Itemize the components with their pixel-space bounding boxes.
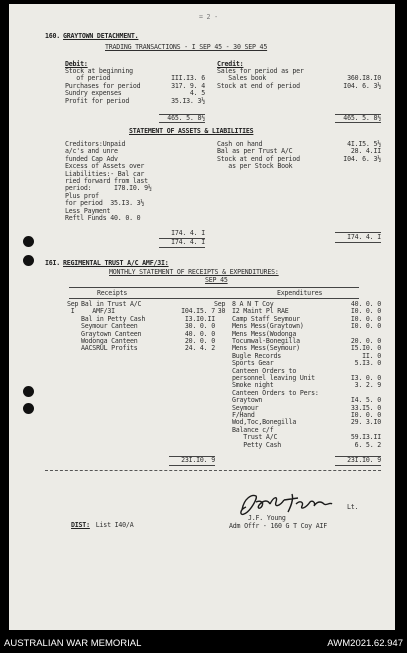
assets-amount: 4I.I5. 5½ (347, 140, 381, 148)
expenditures-amount: I0. 0. 0 (350, 322, 381, 331)
binder-hole (23, 236, 34, 247)
receipts-line: AMF/3I (81, 307, 115, 316)
credit-amount: 360.I8.I0 (347, 74, 381, 83)
debit-total: 465. 5. 8½ (167, 114, 205, 122)
debit-line: Purchases for period (65, 81, 141, 90)
liabilities-line: Excess of Assets over (65, 162, 145, 171)
expenditures-amount: I0. 0. 0 (350, 411, 381, 419)
credit-line: Sales for period as per (217, 67, 304, 75)
expenditures-line: F/Hand (232, 411, 255, 419)
trust-heading: MONTHLY STATEMENT OF RECEIPTS & EXPENDITURES: (109, 268, 279, 276)
liabilities-line: period: I78.I0. 9½ (65, 184, 152, 193)
credit-line: Stock at end of period (217, 81, 300, 90)
debit-amount: 4. 5 (189, 89, 205, 98)
expenditures-line: Camp Staff Seymour (232, 314, 300, 323)
liabilities-amount: I74. 4. I (171, 229, 205, 237)
expenditures-total-double-rule (335, 465, 381, 466)
expenditures-line: Sports Gear (232, 359, 274, 368)
receipts-column-header: Receipts (97, 289, 128, 297)
debit-line: Profit for period (65, 96, 130, 105)
binder-hole (23, 386, 34, 397)
credit-label: Credit: (217, 60, 244, 68)
binder-hole (23, 403, 34, 414)
debit-amount: 35.I3. 3½ (171, 96, 205, 105)
expenditures-amount: I5.I0. 0 (350, 344, 381, 353)
credit-total: 465. 5. 8½ (343, 114, 381, 122)
signatory-title: Adm Offr - 160 G T Coy AIF (229, 522, 328, 530)
liabilities-line: Plus prof (65, 191, 99, 200)
assets-line: Stock at end of period (217, 154, 300, 163)
expenditures-total: 23I.I0. 9 (347, 456, 381, 464)
expenditures-line: I2 Maint Pl RAE (232, 307, 289, 316)
expenditures-line: Mens Mess(Wodonga (232, 329, 297, 338)
table-top-rule (69, 287, 359, 288)
debit-line: Sundry expenses (65, 89, 122, 98)
expenditures-line: Mens Mess(Seymour) (232, 344, 300, 353)
expenditures-amount: I4. 5. 0 (350, 396, 381, 405)
credit-line: Sales book (217, 74, 267, 83)
footer-source: AUSTRALIAN WAR MEMORIAL (4, 638, 142, 649)
section-end-rule (45, 470, 381, 471)
expenditures-amount: 6. 5. 2 (354, 440, 381, 449)
debit-line: of period (65, 74, 111, 83)
footer-accession-number: AWM2021.62.947 (327, 638, 403, 649)
expenditures-amount: I0. 0. 0 (350, 307, 381, 316)
binder-hole (23, 255, 34, 266)
expenditures-line: Graytown (232, 396, 263, 405)
expenditures-line: Trust A/C (232, 433, 278, 442)
assets-line: as per Stock Book (217, 162, 293, 171)
liabilities-line: ried forward from last (65, 177, 148, 185)
footer-bar (0, 632, 407, 652)
distribution-label: DIST: (71, 521, 90, 529)
assets-amount: I04. 6. 3½ (343, 154, 381, 163)
expenditures-line: personnel leaving Unit (232, 374, 315, 382)
trading-heading: TRADING TRANSACTIONS - I SEP 45 - 30 SEP 45 (105, 43, 268, 51)
assets-heading: STATEMENT OF ASSETS & LIABILITIES (129, 127, 254, 135)
expenditures-amount: 33.I5. 0 (350, 403, 381, 412)
expenditures-amount: 40. 0. 0 (350, 300, 381, 308)
debit-total-rule (159, 114, 205, 115)
liabilities-line: Creditors:Unpaid (65, 140, 126, 148)
expenditures-line: Smoke night (232, 381, 274, 390)
expenditures-line: Wod,Toc,Bonegilla (232, 418, 297, 427)
document-page (9, 4, 395, 630)
expenditures-amount: 29. 3.I0 (350, 418, 381, 427)
expenditures-line: Petty Cash (232, 440, 282, 449)
assets-total-rule (335, 242, 381, 243)
liabilities-line: Reftl Funds 40. 0. 0 (65, 214, 141, 222)
assets-amount: 28. 4.II (350, 147, 381, 156)
receipts-line: Bal in Petty Cash (81, 314, 146, 323)
receipts-amount: 24. 4. 2 (184, 344, 215, 353)
expenditures-amount: 5.I3. 0 (354, 359, 381, 368)
distribution-text: List I40/A (92, 521, 134, 529)
assets-line: Bal as per Trust A/C (217, 147, 293, 156)
receipts-amount: 20. 0. 0 (184, 337, 215, 345)
expenditures-line: Canteen Orders to Pers: (232, 388, 319, 397)
liabilities-line: funded Cap Adv (65, 154, 118, 163)
expenditures-line: Bugle Records (232, 351, 282, 360)
liabilities-line: for period 35.I3. 3½ (65, 199, 145, 208)
expenditures-amount: 3. 2. 9 (354, 381, 381, 390)
receipts-total: 23I.I0. 9 (181, 456, 215, 464)
assets-total: I74. 4. I (347, 233, 381, 241)
receipts-amount: I3.I0.II (184, 314, 215, 323)
liabilities-line: a/c's and unre (65, 147, 118, 156)
debit-total-double-rule (159, 122, 205, 123)
expenditures-line: Mens Mess(Graytown) (232, 322, 304, 331)
table-header-rule (69, 298, 359, 299)
liabilities-line: Less Payment (65, 206, 111, 215)
receipts-total-double-rule (169, 465, 215, 466)
trust-section-number: I6I. (45, 259, 61, 267)
page-number: = 2 - (199, 13, 218, 21)
signatory-rank: Lt. (347, 503, 359, 511)
expenditures-amount: I3. 0. 0 (350, 374, 381, 382)
expenditures-date: Sep 30 (214, 300, 226, 316)
expenditures-column-header: Expenditures (277, 289, 323, 297)
expenditures-amount: II. 0 (362, 351, 381, 360)
liabilities-total-rule (159, 247, 205, 248)
debit-label: Debit: (65, 60, 88, 68)
expenditures-line: Balance c/f (232, 425, 274, 434)
credit-total-rule (335, 114, 381, 115)
expenditures-line: Tocumwal-Bonegilla (232, 337, 300, 345)
receipts-amount: I04.I5. 7 (181, 307, 215, 316)
liabilities-total: I74. 4. I (171, 238, 205, 246)
debit-amount: III.I3. 6 (171, 74, 205, 83)
credit-amount: I04. 6. 3½ (343, 81, 381, 90)
receipts-line: Bal in Trust A/C (81, 300, 142, 308)
signatory-name: J.F. Young (248, 514, 286, 522)
receipts-line: Graytown Canteen (81, 329, 142, 338)
section-number: 160. (45, 32, 61, 40)
credit-total-double-rule (335, 122, 381, 123)
expenditures-amount: 59.I3.II (350, 433, 381, 442)
expenditures-amount: 20. 0. 0 (350, 337, 381, 345)
expenditures-amount: I0. 0. 0 (350, 314, 381, 323)
trust-month: SEP 45 (205, 276, 228, 284)
receipts-line: Seymour Canteen (81, 322, 138, 331)
debit-line: Stock at beginning (65, 67, 133, 75)
section-title: GRAYTOWN DETACHMENT. (63, 32, 139, 40)
assets-line: Cash on hand (217, 140, 263, 148)
liabilities-line: Liabilities:- Bal car (65, 169, 145, 178)
trust-title: REGIMENTAL TRUST A/C AMF/3I: (63, 259, 169, 267)
receipts-amount: 30. 0. 0 (184, 322, 215, 331)
receipts-amount: 40. 0. 0 (184, 329, 215, 338)
expenditures-line: Seymour (232, 403, 259, 412)
expenditures-line: 8 A N T Coy (232, 300, 274, 308)
debit-amount: 317. 9. 4 (171, 81, 205, 90)
expenditures-line: Canteen Orders to (232, 366, 297, 375)
receipts-date: Sep I (67, 300, 79, 316)
receipts-line: Wodonga Canteen (81, 337, 138, 345)
receipts-line: AACSRUL Profits (81, 344, 138, 353)
